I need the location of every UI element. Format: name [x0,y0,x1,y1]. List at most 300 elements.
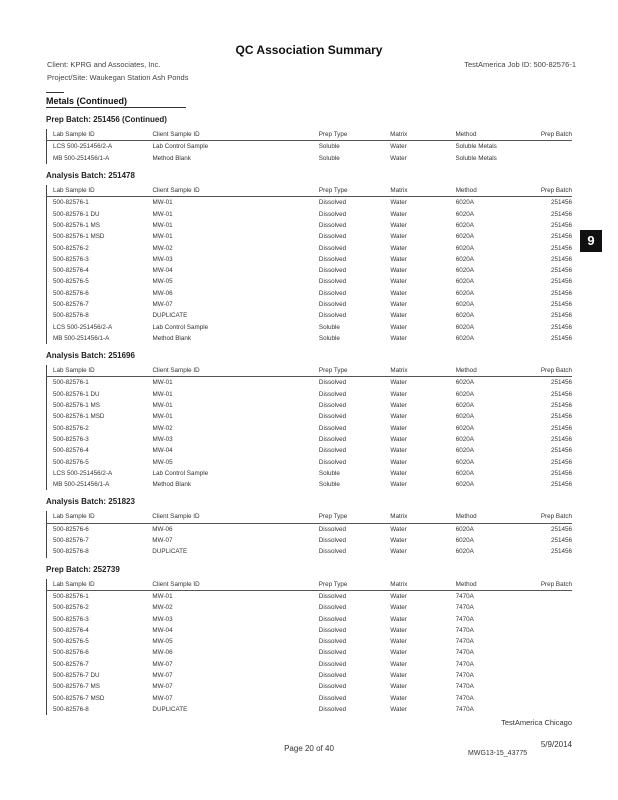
table-cell: Water [390,458,407,466]
table-cell: MW-02 [152,424,173,432]
table-cell: 7470A [455,660,474,668]
table-cell: 6020A [455,458,474,466]
table-cell: Water [390,626,407,634]
table-cell: Dissolved [318,525,347,533]
column-header: Lab Sample ID [47,365,147,377]
table-cell: Soluble [318,481,340,489]
column-header: Method [450,185,535,197]
table-cell: Water [390,548,407,556]
table-row [47,704,573,715]
table-row [47,197,573,209]
table-cell: Lab Control Sample [152,469,209,477]
table-cell: Water [390,413,407,421]
table-cell: 251456 [550,537,572,545]
table-cell [535,153,572,164]
table-cell: Soluble [318,154,340,162]
table-row [47,242,573,253]
table-row [47,276,573,287]
table-cell: 6020A [455,402,474,410]
batch-title: Analysis Batch: 251823 [46,497,135,507]
table-cell: LCS 500-251456/2-A [53,143,113,151]
table-header-row [47,511,573,523]
table-cell: Water [390,154,407,162]
table-cell: 500-82576-7 MS [53,683,100,691]
table-cell: Water [390,672,407,680]
table-cell: 7470A [455,592,474,600]
table-cell: MW-06 [152,289,173,297]
table-cell: 251456 [550,435,572,443]
table-row [47,254,573,265]
table-cell: 500-82576-1 MS [53,402,100,410]
column-header: Client Sample ID [146,129,312,141]
table-cell: 6020A [455,390,474,398]
table-cell: LCS 500-251456/2-A [53,469,113,477]
column-header: Prep Batch [535,185,572,197]
table-cell [535,647,572,658]
table-cell: 500-82576-5 [53,278,89,286]
table-cell: 251456 [550,379,572,387]
table-cell: Water [390,402,407,410]
table-cell: Water [390,210,407,218]
table-cell: 6020A [455,199,474,207]
column-header: Prep Type [313,511,384,523]
table-cell: Water [390,244,407,252]
table-row [47,288,573,299]
table-row [47,535,573,546]
table-row [47,265,573,276]
table-cell: 7470A [455,683,474,691]
table-cell: 6020A [455,447,474,455]
table-row [47,523,573,535]
table-cell: MW-01 [152,390,173,398]
column-header: Lab Sample ID [47,129,147,141]
table-cell: Dissolved [318,672,347,680]
table-cell [535,659,572,670]
table-header-row [47,129,573,141]
table-row [47,423,573,434]
column-header: Method [450,365,535,377]
table-cell: MW-01 [152,413,173,421]
divider [46,92,64,93]
table-cell: Soluble [318,334,340,342]
table-cell: 251456 [550,390,572,398]
table-header-row [47,579,573,591]
table-cell: Water [390,289,407,297]
table-cell: 6020A [455,548,474,556]
table-row [47,445,573,456]
table-cell: Water [390,435,407,443]
table-cell: 500-82576-2 [53,424,89,432]
table-cell: 251456 [550,301,572,308]
column-header: Prep Batch [535,511,572,523]
table-cell: Dissolved [318,424,347,432]
column-header: Prep Batch [535,129,572,141]
table-cell: 6020A [455,301,474,308]
table-cell: Dissolved [318,402,347,410]
table-cell: 6020A [455,334,474,342]
table-cell: Dissolved [318,199,347,207]
table-cell: MW-01 [152,402,173,410]
table-cell: MW-01 [152,379,173,387]
table-cell: MW-02 [152,244,173,252]
table-cell: Water [390,323,407,331]
table-cell: 500-82576-4 [53,447,89,455]
table-cell: 6020A [455,312,474,320]
table-cell: Water [390,255,407,263]
page-number: Page 20 of 40 [284,744,334,753]
table-cell: 500-82576-1 MSD [53,413,105,421]
table-cell: 500-82576-7 DU [53,672,100,680]
table-cell: MW-01 [152,592,173,600]
table-row [47,625,573,636]
table-cell: Water [390,525,407,533]
table-cell: Water [390,615,407,623]
column-header: Lab Sample ID [47,579,147,591]
batch-list [46,115,572,715]
table-cell: 7470A [455,638,474,646]
table-cell: Water [390,334,407,342]
report-body [46,92,572,715]
table-cell: Water [390,301,407,308]
table-cell: 251456 [550,255,572,263]
column-header: Lab Sample ID [47,511,147,523]
table-cell: MB 500-251456/1-A [53,154,110,162]
section-tab: 9 [580,230,602,252]
client-name: Client: KPRG and Associates, Inc. [47,60,161,69]
table-cell: 251456 [550,221,572,229]
table-row [47,681,573,692]
table-cell: DUPLICATE [152,548,188,556]
table-cell: 251456 [550,525,572,533]
table-cell: Water [390,278,407,286]
table-cell [535,704,572,715]
table-cell: 7470A [455,705,474,713]
batch-table [46,129,572,164]
table-cell: 251456 [550,413,572,421]
table-cell: Dissolved [318,694,347,702]
table-cell: 7470A [455,694,474,702]
batch-table [46,579,572,716]
table-cell: Water [390,143,407,151]
table-cell: 500-82576-7 MSD [53,694,105,702]
table-cell [535,636,572,647]
table-cell: 7470A [455,649,474,657]
table-cell: MW-02 [152,604,173,612]
table-cell: Method Blank [152,154,191,162]
table-cell: 500-82576-2 [53,604,89,612]
table-cell: Water [390,469,407,477]
table-cell: 500-82576-4 [53,267,89,275]
batch-table [46,511,572,557]
column-header: Client Sample ID [146,511,312,523]
table-cell: MW-01 [152,233,173,241]
column-header: Client Sample ID [146,579,312,591]
table-row [47,310,573,321]
table-cell: Water [390,424,407,432]
table-cell: MW-05 [152,638,173,646]
table-cell: Water [390,660,407,668]
table-cell: 500-82576-1 [53,379,89,387]
table-cell: 251456 [550,323,572,331]
table-row [47,602,573,613]
table-cell: 251456 [550,458,572,466]
column-header: Prep Batch [535,579,572,591]
table-cell: Method Blank [152,334,191,342]
table-cell: 500-82576-1 [53,592,89,600]
table-cell: 251456 [550,469,572,477]
table-cell [535,141,572,153]
table-cell: MW-04 [152,626,173,634]
table-row [47,670,573,681]
table-cell [535,692,572,703]
table-cell: Water [390,694,407,702]
table-cell: 500-82576-7 [53,660,89,668]
table-row [47,468,573,479]
table-cell: 500-82576-3 [53,615,89,623]
table-cell: Dissolved [318,626,347,634]
table-cell: Dissolved [318,683,347,691]
table-header-row [47,365,573,377]
table-cell: Dissolved [318,604,347,612]
table-cell: Dissolved [318,592,347,600]
table-cell: 500-82576-2 [53,244,89,252]
table-row [47,400,573,411]
table-cell: MW-07 [152,683,173,691]
table-row [47,479,573,490]
table-cell: 6020A [455,244,474,252]
table-cell: 6020A [455,424,474,432]
table-cell: Water [390,683,407,691]
table-row [47,377,573,389]
table-cell: Water [390,233,407,241]
batch-table [46,185,572,344]
section-heading: Metals (Continued) [46,96,186,108]
column-header: Matrix [384,185,449,197]
table-cell: 500-82576-7 [53,537,89,545]
table-cell: MB 500-251456/1-A [53,481,110,489]
column-header: Matrix [384,511,449,523]
table-cell: MW-04 [152,447,173,455]
table-cell: Water [390,592,407,600]
table-cell: 500-82576-5 [53,458,89,466]
table-cell: MW-01 [152,221,173,229]
table-cell: DUPLICATE [152,312,188,320]
table-cell: 6020A [455,537,474,545]
table-cell: Dissolved [318,435,347,443]
table-header-row [47,185,573,197]
table-cell: 500-82576-5 [53,638,89,646]
table-cell: MW-04 [152,267,173,275]
table-cell: 500-82576-1 DU [53,390,100,398]
table-cell: Soluble [318,143,340,151]
column-header: Lab Sample ID [47,185,147,197]
column-header: Prep Type [313,185,384,197]
table-cell: 251456 [550,267,572,275]
table-cell: 500-82576-6 [53,525,89,533]
table-cell: 251456 [550,289,572,297]
table-row [47,434,573,445]
table-cell: Dissolved [318,458,347,466]
table-cell: MW-05 [152,458,173,466]
table-cell: MW-07 [152,672,173,680]
column-header: Method [450,579,535,591]
table-cell: 251456 [550,481,572,489]
table-cell: 251456 [550,402,572,410]
table-row [47,546,573,557]
table-row [47,613,573,624]
batch-title: Prep Batch: 251456 (Continued) [46,115,167,124]
table-cell [535,602,572,613]
table-cell: Lab Control Sample [152,143,209,151]
table-cell: 500-82576-8 [53,548,89,556]
table-cell: Water [390,705,407,713]
table-cell [535,670,572,681]
table-cell: 6020A [455,435,474,443]
table-cell: Dissolved [318,244,347,252]
table-cell: Dissolved [318,312,347,320]
table-cell: 6020A [455,210,474,218]
table-cell: 6020A [455,233,474,241]
table-row [47,456,573,467]
table-cell: Dissolved [318,267,347,275]
table-cell [535,625,572,636]
table-cell: Method Blank [152,481,191,489]
column-header: Prep Batch [535,365,572,377]
table-cell: MW-01 [152,199,173,207]
table-cell: 251456 [550,548,572,556]
table-cell: Dissolved [318,379,347,387]
table-cell: Soluble [318,469,340,477]
table-cell: 6020A [455,481,474,489]
table-cell: 6020A [455,323,474,331]
table-cell: Dissolved [318,278,347,286]
table-cell: Dissolved [318,221,347,229]
table-cell: 251456 [550,278,572,286]
table-cell: 251456 [550,199,572,207]
column-header: Matrix [384,129,449,141]
table-cell: 500-82576-1 DU [53,210,100,218]
table-cell [535,613,572,624]
table-cell: 251456 [550,447,572,455]
table-cell: MW-03 [152,615,173,623]
table-cell: 251456 [550,334,572,342]
table-cell: Water [390,649,407,657]
table-cell [535,590,572,602]
table-cell: MW-07 [152,660,173,668]
table-row [47,692,573,703]
table-cell: 500-82576-3 [53,255,89,263]
table-cell: Water [390,638,407,646]
table-row [47,411,573,422]
table-cell: 500-82576-1 MSD [53,233,105,241]
table-cell: 251456 [550,233,572,241]
table-cell: 6020A [455,379,474,387]
table-cell: MW-07 [152,301,173,308]
table-cell: MW-06 [152,525,173,533]
page-title: QC Association Summary [235,43,383,57]
column-header: Client Sample ID [146,185,312,197]
table-row [47,299,573,310]
table-cell: Dissolved [318,210,347,218]
table-cell: 7470A [455,626,474,634]
project-site: Project/Site: Waukegan Station Ash Ponds [47,73,189,82]
table-cell: 6020A [455,289,474,297]
table-cell: Soluble Metals [455,143,497,151]
table-row [47,389,573,400]
table-cell: 500-82576-1 MS [53,221,100,229]
table-row [47,208,573,219]
column-header: Client Sample ID [146,365,312,377]
column-header: Method [449,129,534,141]
column-header: Matrix [384,365,449,377]
table-cell: 251456 [550,210,572,218]
table-row [47,636,573,647]
table-cell: MW-01 [152,210,173,218]
table-cell: 6020A [455,469,474,477]
table-cell: 6020A [455,278,474,286]
table-cell: Dissolved [318,660,347,668]
table-cell: MW-06 [152,649,173,657]
table-cell: Water [390,379,407,387]
table-cell: 7470A [455,604,474,612]
table-row [47,231,573,242]
table-cell: MW-07 [152,537,173,545]
document-code: MWG13-15_43775 [468,750,528,757]
column-header: Prep Type [313,579,384,591]
table-cell: MW-05 [152,278,173,286]
column-header: Prep Type [313,365,384,377]
table-row [47,220,573,231]
table-cell: Soluble Metals [455,154,497,162]
footer-lab-name: TestAmerica Chicago [501,718,572,727]
table-cell: Water [390,221,407,229]
table-cell: Dissolved [318,537,347,545]
column-header: Matrix [384,579,449,591]
table-cell: Water [390,537,407,545]
table-cell: MW-03 [152,255,173,263]
table-cell: 6020A [455,267,474,275]
table-cell: Dissolved [318,615,347,623]
table-cell: Soluble [318,323,340,331]
table-cell: Dissolved [318,301,347,308]
table-cell: LCS 500-251456/2-A [53,323,113,331]
table-cell: MB 500-251456/1-A [53,334,110,342]
table-cell: 251456 [550,424,572,432]
table-cell: Dissolved [318,289,347,297]
table-cell: Dissolved [318,447,347,455]
table-cell: 6020A [455,221,474,229]
batch-title: Analysis Batch: 251478 [46,170,135,180]
table-cell: Lab Control Sample [152,323,209,331]
table-cell: 6020A [455,413,474,421]
table-row [47,647,573,658]
table-row [47,659,573,670]
column-header: Method [450,511,535,523]
table-cell: 7470A [455,672,474,680]
table-cell: Water [390,312,407,320]
table-cell: 6020A [455,255,474,263]
table-cell: Dissolved [318,255,347,263]
table-cell: 251456 [550,244,572,252]
table-cell: 500-82576-6 [53,289,89,297]
table-cell: Dissolved [318,649,347,657]
table-cell: Dissolved [318,390,347,398]
table-cell: 500-82576-8 [53,312,89,320]
table-cell: Water [390,199,407,207]
table-row [47,153,573,164]
table-cell: 500-82576-7 [53,301,89,308]
table-cell: Water [390,481,407,489]
